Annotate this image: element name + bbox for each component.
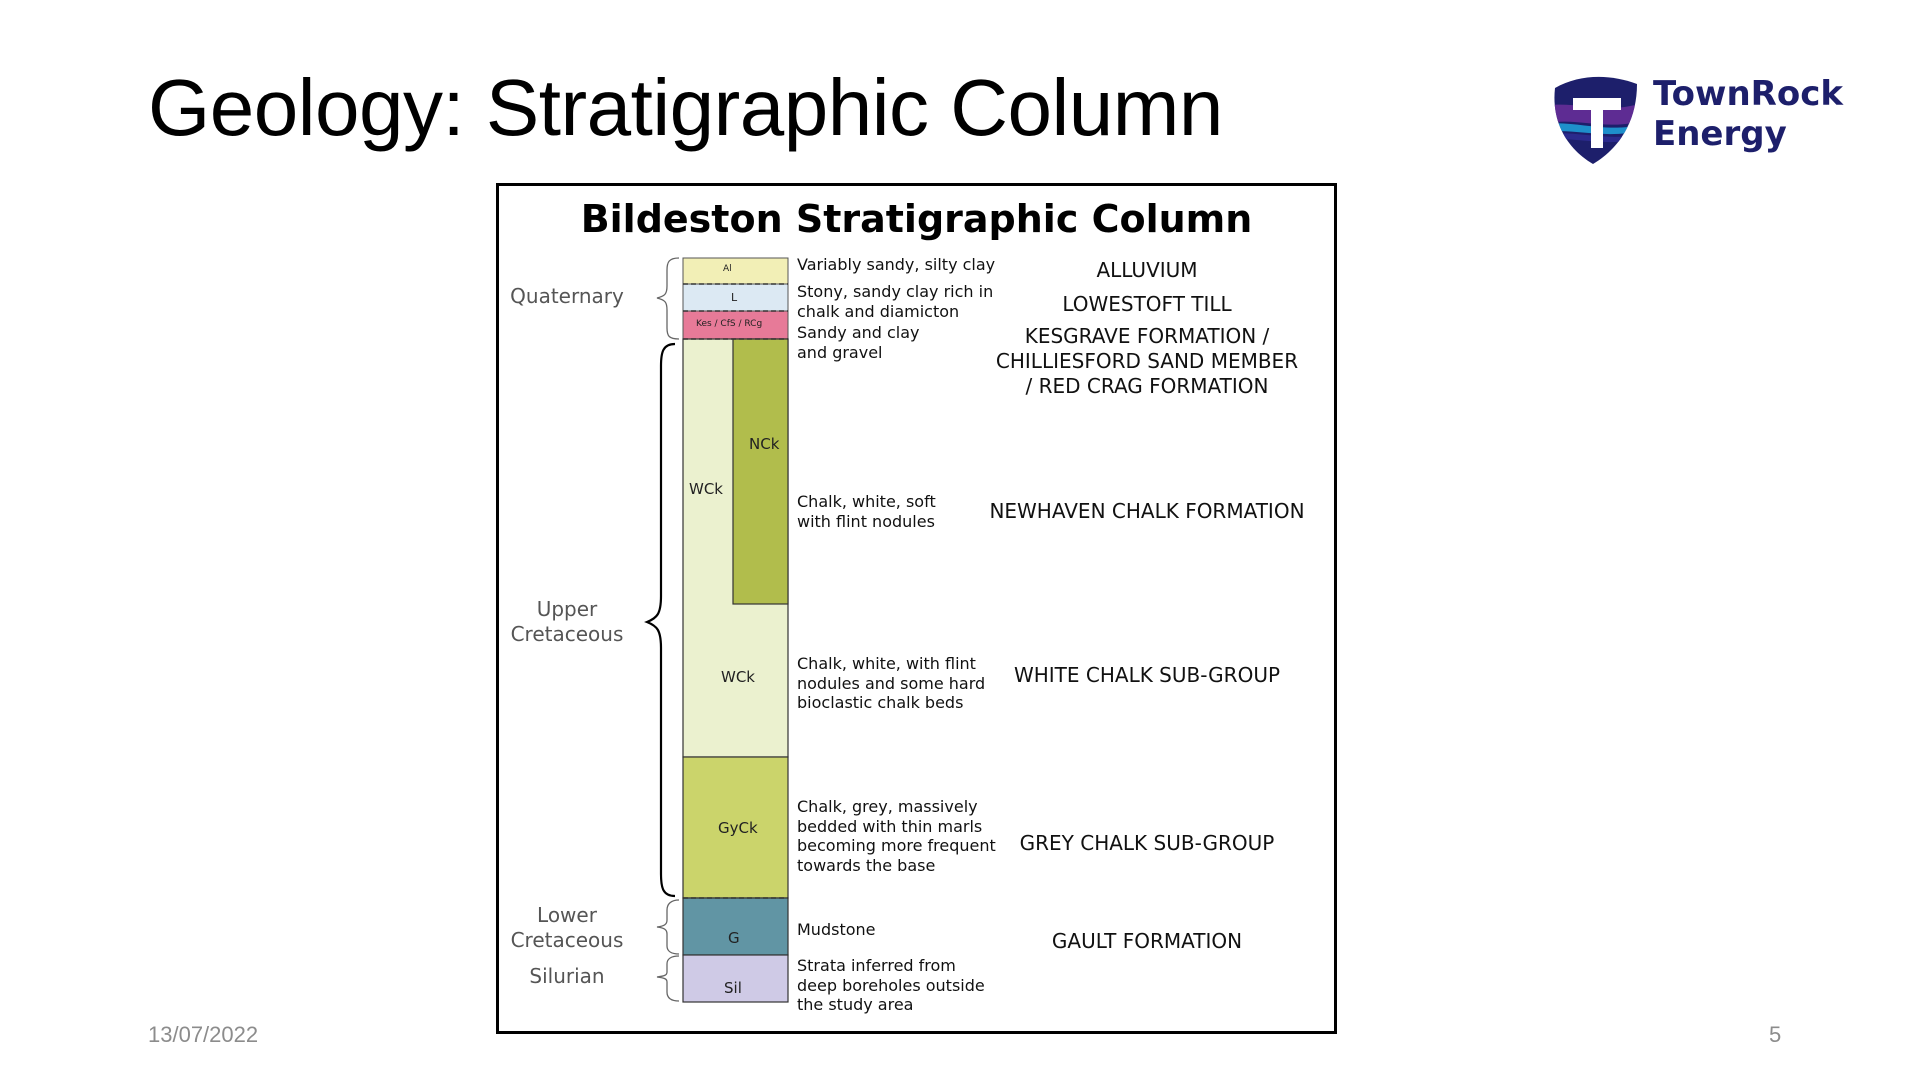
period-lower-cretaceous <box>499 903 635 953</box>
logo-text-line2: Energy <box>1653 114 1787 154</box>
townrock-logo <box>1545 68 1845 168</box>
period-silurian: Silurian <box>529 964 605 988</box>
lith-g: Mudstone <box>797 920 876 939</box>
code-g: G <box>728 929 740 947</box>
lith-nck-line1: Chalk, white, soft <box>797 492 936 511</box>
period-upper-cretaceous-line2: Cretaceous <box>510 622 624 646</box>
lith-wck-line1: Chalk, white, with flint <box>797 654 976 673</box>
lith-l-line1: Stony, sandy clay rich in <box>797 282 994 301</box>
lith-gyck <box>797 797 996 875</box>
footer-date: 13/07/2022 <box>148 1022 259 1047</box>
lith-gyck-line3: becoming more frequent <box>797 836 996 855</box>
period-lower-cretaceous-line1: Lower <box>537 903 597 927</box>
formation-newhaven-chalk: NEWHAVEN CHALK FORMATION <box>989 499 1305 523</box>
figure-title: Bildeston Stratigraphic Column <box>580 197 1253 241</box>
lith-sil <box>797 956 985 1015</box>
formation-kesgrave-line3: / RED CRAG FORMATION <box>1025 374 1269 398</box>
lith-sil-line3: the study area <box>797 995 914 1014</box>
lith-kes-line2: and gravel <box>797 342 883 362</box>
lith-sil-line2: deep boreholes outside <box>797 975 985 995</box>
formation-gault: GAULT FORMATION <box>1051 929 1243 953</box>
brace-silurian <box>657 956 679 1001</box>
lith-wck-line2: nodules and some hard <box>797 673 986 693</box>
formation-alluvium: ALLUVIUM <box>1096 258 1198 282</box>
lith-kes <box>797 323 920 362</box>
code-gyck: GyCk <box>718 819 758 837</box>
lith-kes-line1: Sandy and clay <box>797 323 920 342</box>
period-upper-cretaceous-line1: Upper <box>536 597 598 621</box>
period-lower-cretaceous-line2: Cretaceous <box>510 928 624 952</box>
brace-upper-cretaceous <box>647 344 675 896</box>
lith-wck <box>797 654 985 713</box>
lith-gyck-line4: towards the base <box>797 855 936 875</box>
layer-nck <box>733 339 788 604</box>
formation-kesgrave-line1: KESGRAVE FORMATION / <box>1024 324 1270 348</box>
code-wck: WCk <box>721 668 755 686</box>
brace-lower-cretaceous <box>657 900 679 954</box>
stratigraphic-column-figure <box>496 183 1337 1034</box>
formation-lowestoft-till: LOWESTOFT TILL <box>1062 292 1232 316</box>
brace-quaternary <box>657 258 679 339</box>
code-sil: Sil <box>724 979 742 997</box>
lith-gyck-line2: bedded with thin marls <box>797 816 983 836</box>
code-kes: Kes / CfS / RCg <box>696 319 763 329</box>
lith-nck <box>797 492 936 531</box>
lith-sil-line1: Strata inferred from <box>797 956 956 975</box>
formation-grey-chalk: GREY CHALK SUB-GROUP <box>1019 831 1275 855</box>
lith-l <box>797 282 993 321</box>
lith-gyck-line1: Chalk, grey, massively <box>797 797 978 816</box>
period-quaternary: Quaternary <box>510 284 624 308</box>
code-nck: NCk <box>749 435 780 453</box>
townrock-shield-icon <box>1545 72 1645 168</box>
formation-kesgrave <box>975 324 1319 399</box>
lith-l-line2: chalk and diamicton <box>797 301 960 321</box>
lith-nck-line2: with flint nodules <box>797 511 935 531</box>
code-wck-upper: WCk <box>689 480 723 498</box>
layer-al <box>683 258 788 284</box>
period-upper-cretaceous <box>499 597 635 647</box>
lith-al: Variably sandy, silty clay <box>797 255 996 274</box>
slide-title: Geology: Stratigraphic Column <box>148 63 1223 152</box>
logo-text-line1: TownRock <box>1653 74 1843 114</box>
formation-kesgrave-line2: CHILLIESFORD SAND MEMBER <box>995 349 1299 373</box>
page-number: 5 <box>1769 1022 1782 1047</box>
lith-wck-line3: bioclastic chalk beds <box>797 693 964 712</box>
code-l: L <box>731 291 738 304</box>
formation-white-chalk: WHITE CHALK SUB-GROUP <box>1013 663 1281 687</box>
code-al: Al <box>723 264 732 274</box>
